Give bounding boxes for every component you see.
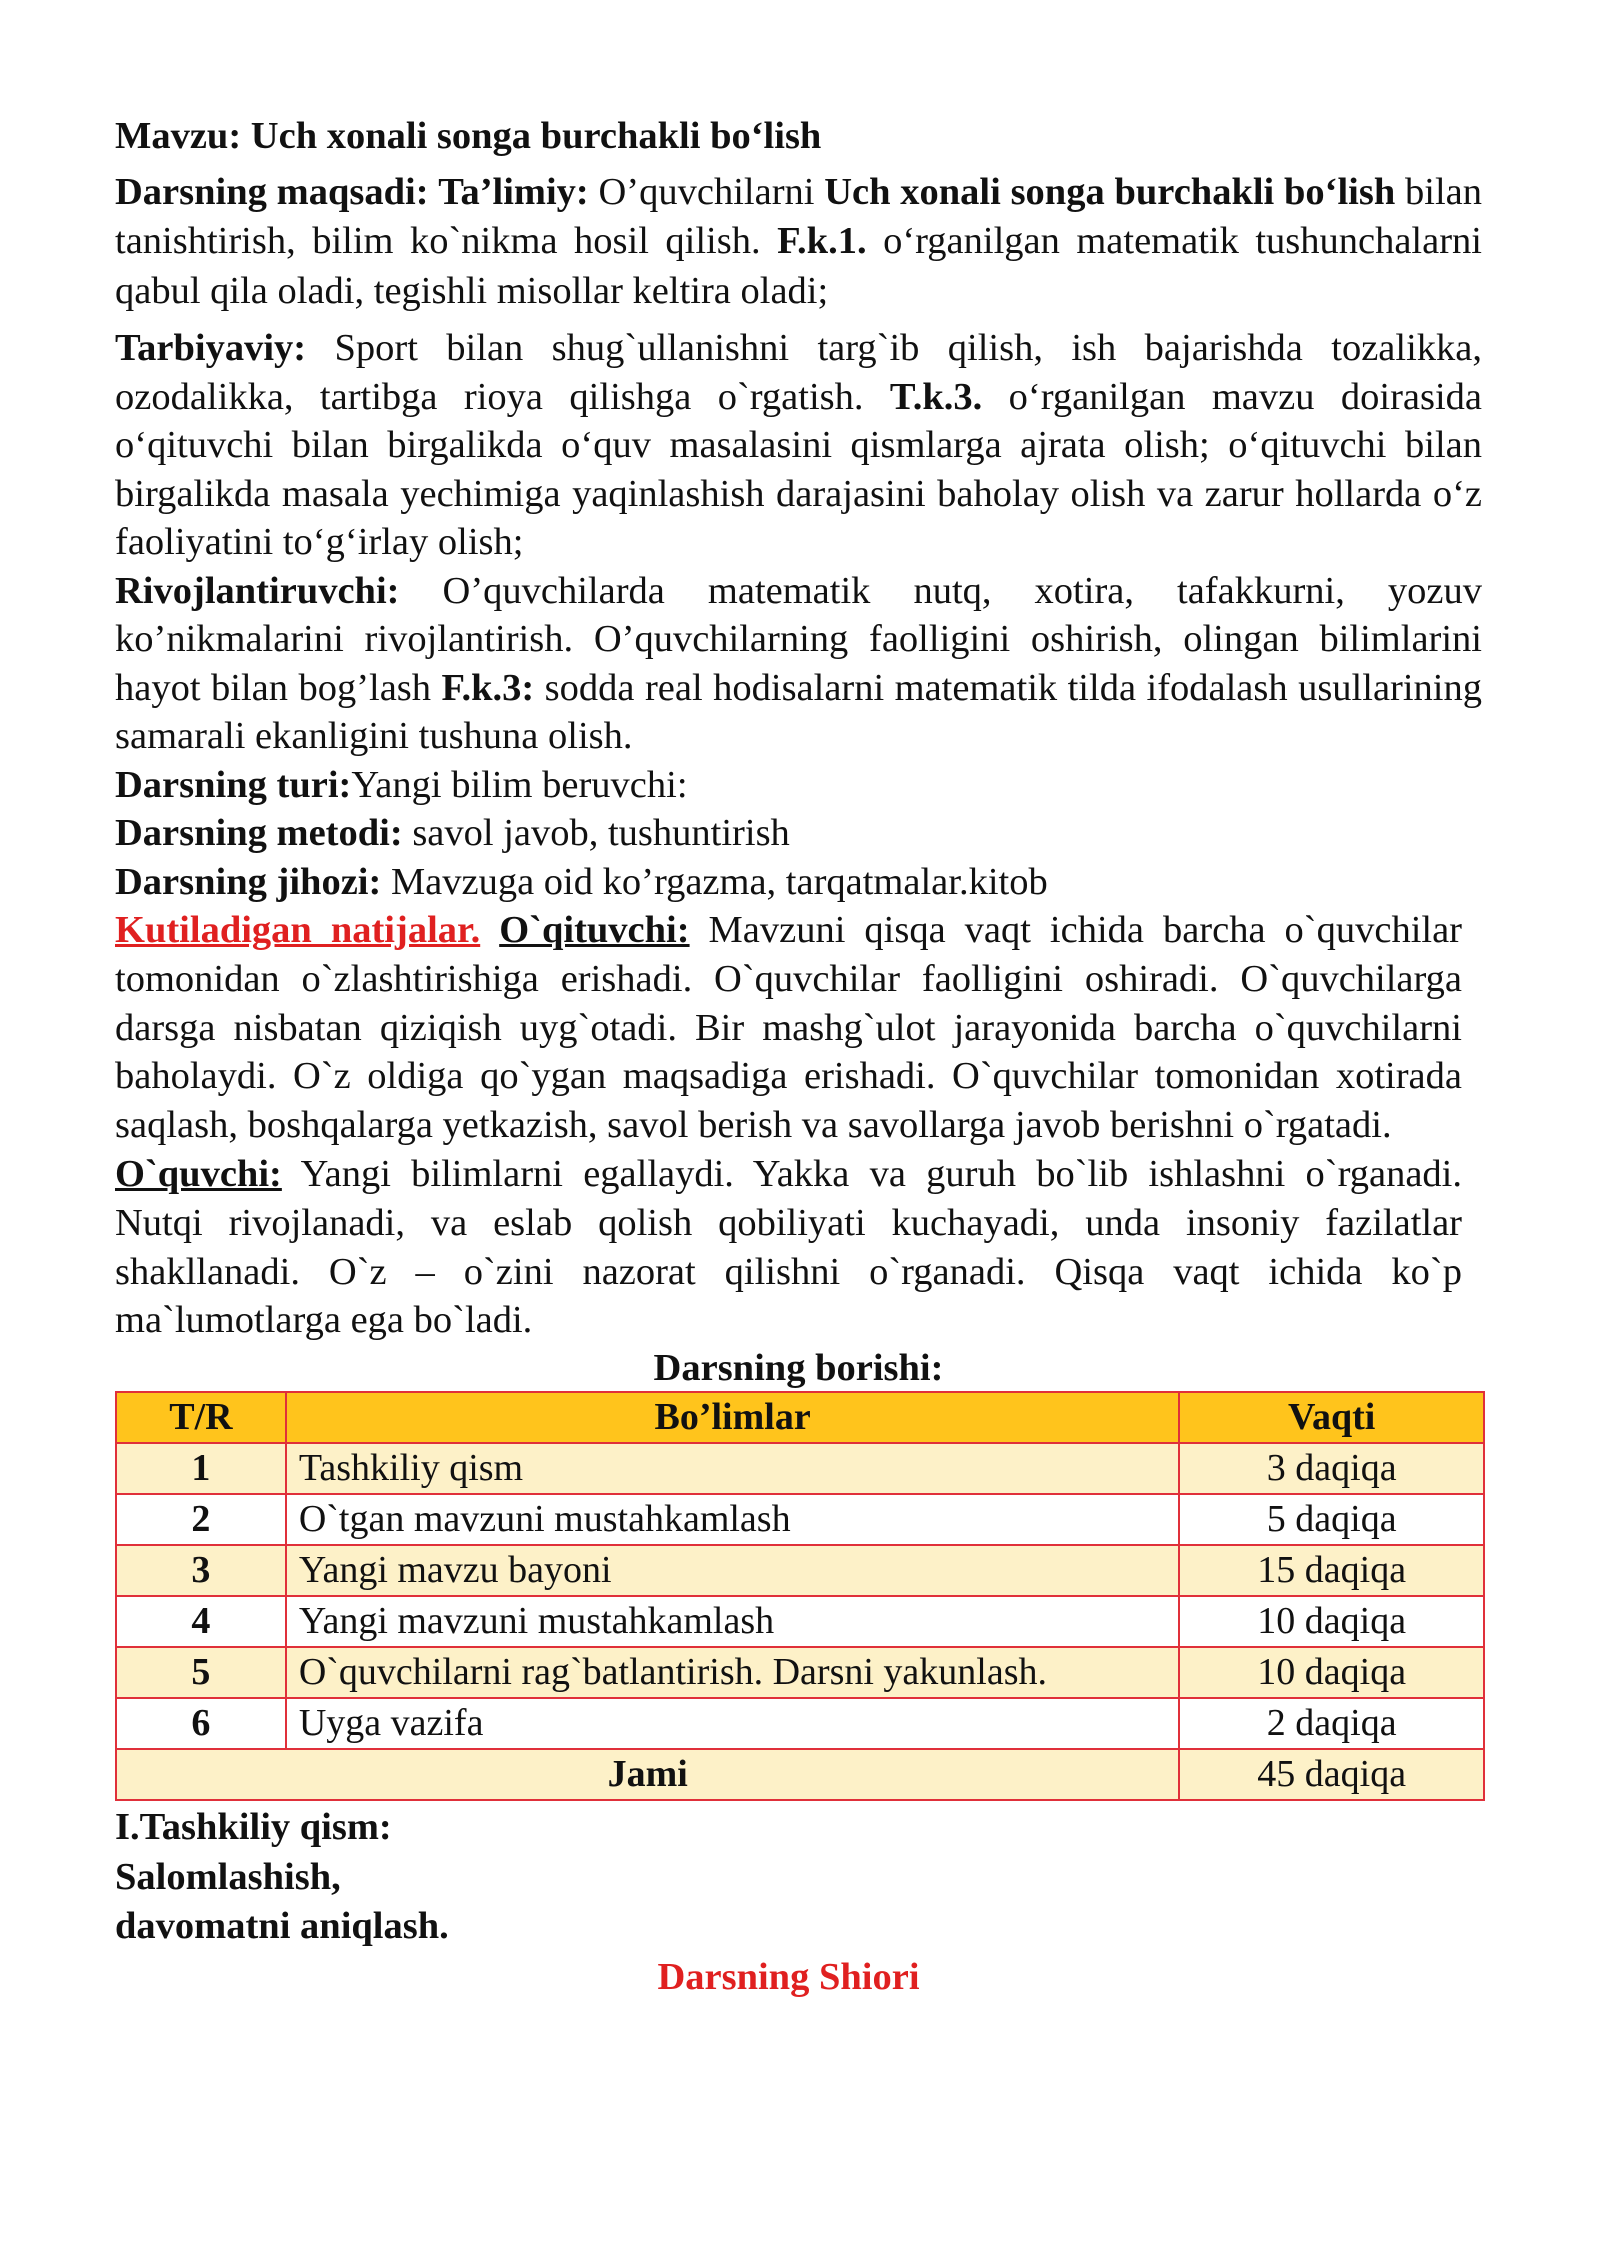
row-number: 5	[116, 1647, 286, 1698]
topic-text: Uch xonali songa burchakli bo‘lish	[250, 115, 822, 157]
row-time: 3 daqiqa	[1179, 1443, 1484, 1494]
row-section: Tashkiliy qism	[286, 1443, 1180, 1494]
upbringing-text-1: Sport bilan shug`ullanishni targ`ib qilish, ish bajarishda tozalikka, ozodalikka, tartibga rioya qilishga o`rgatish.	[115, 327, 1482, 418]
lesson-method-label: Darsning metodi:	[115, 812, 403, 854]
educational-code: F.k.1.	[777, 220, 867, 262]
educational-topic: Uch xonali songa burchakli bo‘lish	[824, 170, 1396, 213]
educational-label: Ta’limiy:	[438, 170, 589, 213]
goal-label: Darsning maqsadi:	[115, 170, 429, 213]
row-time: 15 daqiqa	[1179, 1545, 1484, 1596]
row-number: 6	[116, 1698, 286, 1749]
developing-text-1: O’quvchilarda matematik nutq, xotira, tafakkurni, yozuv ko’nikmalarini rivojlantirish. O’quvchilarning faolligini oshirish, olingan bilimlarini hayot bilan bog’lash	[115, 569, 1482, 709]
upbringing-paragraph	[115, 324, 1482, 567]
table-row	[116, 1698, 1484, 1749]
lesson-equipment-line	[115, 858, 1482, 907]
table-row	[116, 1596, 1484, 1647]
table-row	[116, 1647, 1484, 1698]
results-teacher-paragraph	[115, 906, 1482, 1150]
educational-text-1: O’quvchilarni	[588, 170, 825, 213]
lesson-plan-table	[115, 1391, 1485, 1801]
teacher-label: O`qituvchi:	[499, 909, 690, 951]
lesson-progress-title: Darsning borishi:	[653, 1347, 944, 1390]
header-sections: Bo’limlar	[286, 1392, 1180, 1443]
row-section: O`quvchilarni rag`batlantirish. Darsni yakunlash.	[286, 1647, 1180, 1698]
developing-code: F.k.3:	[441, 666, 535, 709]
student-label: O`quvchi:	[115, 1152, 282, 1195]
org-part-line-1: Salomlashish,	[115, 1855, 341, 1898]
teacher-text: Mavzuni qisqa vaqt ichida barcha o`quvchilar tomonidan o`zlashtirishiga erishadi. O`quvchilar faolligini oshiradi. O`quvchilarga darsga nisbatan qiziqish uyg`otadi. Bir mashg`ulot jarayonida barcha o`quvchilarni baholaydi. O`z oldiga qo`ygan maqsadiga erishadi. O`quvchilar tomonidan xotirada saqlash, boshqalarga yetkazish, savol berish va savollarga javob berishni o`rgatadi.	[115, 909, 1462, 1147]
table-total-row	[116, 1749, 1484, 1800]
row-number: 2	[116, 1494, 286, 1545]
row-number: 4	[116, 1596, 286, 1647]
row-section: Yangi mavzu bayoni	[286, 1545, 1180, 1596]
lesson-method-line	[115, 809, 1482, 858]
developing-text-2: sodda real hodisalarni matematik tilda ifodalash usullarining samarali ekanligini tushuna olish.	[115, 666, 1483, 757]
lesson-type-line	[115, 761, 1482, 810]
lesson-motto-title: Darsning Shiori	[657, 1955, 920, 1998]
row-number: 1	[116, 1443, 286, 1494]
lesson-type-text: Yangi bilim beruvchi:	[351, 763, 688, 806]
row-section: Uyga vazifa	[286, 1698, 1180, 1749]
row-section: O`tgan mavzuni mustahkamlash	[286, 1494, 1180, 1545]
table-row	[116, 1494, 1484, 1545]
upbringing-text-2: o‘rganilgan mavzu doirasida o‘qituvchi bilan birgalikda o‘quv masalasini qismlarga ajrata olish; o‘qituvchi bilan birgalikda masala yechimiga yaqinlashish darajasini baholay olish va zarur hollarda o‘z faoliyatini to‘g‘irlay olish;	[115, 375, 1482, 563]
org-part-heading: I.Tashkiliy qism:	[115, 1806, 392, 1849]
row-time: 2 daqiqa	[1179, 1698, 1484, 1749]
topic-label: Mavzu:	[115, 115, 242, 157]
header-time: Vaqti	[1179, 1392, 1484, 1443]
upbringing-code: T.k.3.	[889, 375, 983, 418]
lesson-method-text: savol javob, tushuntirish	[402, 812, 790, 854]
expected-results-label: Kutiladigan natijalar.	[115, 909, 481, 951]
results-student-paragraph	[115, 1150, 1482, 1345]
topic-line	[115, 112, 1482, 162]
developing-label: Rivojlantiruvchi:	[115, 569, 400, 612]
row-section: Yangi mavzuni mustahkamlash	[286, 1596, 1180, 1647]
org-part-line-2: davomatni aniqlash.	[115, 1905, 449, 1948]
educational-text-3: o‘rganilgan matematik tushunchalarni qabul qila oladi, tegishli misollar keltira oladi;	[115, 220, 1482, 312]
header-number: T/R	[116, 1392, 286, 1443]
table-header-row	[116, 1392, 1484, 1443]
row-time: 5 daqiqa	[1179, 1494, 1484, 1545]
row-time: 10 daqiqa	[1179, 1647, 1484, 1698]
goal-paragraph	[115, 168, 1482, 317]
student-text: Yangi bilimlarni egallaydi. Yakka va guruh bo`lib ishlashni o`rganadi. Nutqi rivojlanadi, va eslab qolish qobiliyati kuchayadi, unda insoniy fazilatlar shakllanadi. O`z – o`zini nazorat qilishni o`rganadi. Qisqa vaqt ichida ko`p ma`lumotlarga ega bo`ladi.	[115, 1152, 1462, 1342]
upbringing-label: Tarbiyaviy:	[115, 327, 307, 369]
lesson-type-label: Darsning turi:	[115, 763, 352, 806]
table-row	[116, 1443, 1484, 1494]
total-time: 45 daqiqa	[1179, 1749, 1484, 1800]
row-number: 3	[116, 1545, 286, 1596]
total-label: Jami	[116, 1749, 1179, 1800]
lesson-equipment-label: Darsning jihozi:	[115, 860, 382, 903]
table-row	[116, 1545, 1484, 1596]
developing-paragraph	[115, 567, 1482, 761]
lesson-equipment-text: Mavzuga oid ko’rgazma, tarqatmalar.kitob	[381, 860, 1048, 903]
row-time: 10 daqiqa	[1179, 1596, 1484, 1647]
educational-text-2: bilan tanishtirish, bilim ko`nikma hosil qilish.	[115, 170, 1482, 262]
